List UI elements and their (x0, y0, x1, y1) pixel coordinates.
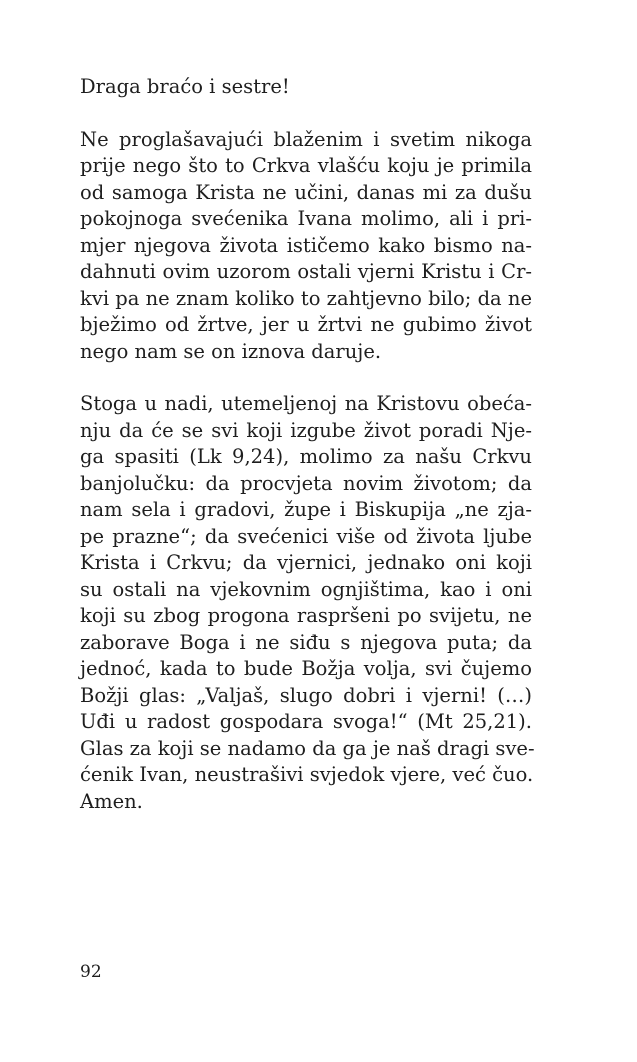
text-line: Krista i Crkvu; da vjernici, jednako oni koji (80, 551, 532, 574)
text-line: kvi pa ne znam koliko to zahtjevno bilo; da ne (80, 286, 532, 310)
text-line: pe prazne“; da svećenici više od života ljube (80, 524, 532, 548)
text-line: nam sela i gradovi, župe i Biskupija „ne zja- (80, 498, 532, 521)
text-line: ga spasiti (Lk 9,24), molimo za našu Crkvu (80, 445, 532, 468)
text-line: su ostali na vjekovnim ognjištima, kao i oni (80, 577, 532, 601)
text-line: Draga braćo i sestre! (80, 75, 290, 98)
paragraph-spacer (80, 101, 532, 127)
text-line: ćenik Ivan, neustrašivi svjedok vjere, već čuo. (80, 763, 534, 786)
text-line: bježimo od žrtve, jer u žrtvi ne gubimo život (80, 313, 532, 336)
text-line: nego nam se on iznova daruje. (80, 339, 382, 363)
paragraph-spacer (80, 365, 532, 391)
text-line: jednoć, kada to bude Božja volja, svi čujemo (80, 657, 532, 680)
text-line: zaborave Boga i ne siđu s njegova puta; da (80, 630, 532, 654)
text-line: mjer njegova života ističemo kako bismo na- (80, 233, 532, 257)
text-line: banjolučku: da procvjeta novim životom; da (80, 471, 532, 495)
paragraph-2 (80, 391, 535, 815)
text-line: pokojnoga svećenika Ivana molimo, ali i pri- (80, 207, 532, 230)
text-line: nju da će se svi koji izgube život poradi Nje- (80, 418, 532, 442)
paragraph-1 (80, 127, 532, 366)
text-line: Stoga u nadi, utemeljenoj na Kristovu obeća- (80, 392, 532, 415)
text-line: Amen. (80, 789, 143, 813)
text-line: prije nego što to Crkva vlašću koju je primila (80, 154, 532, 177)
text-line: dahnuti ovim uzorom ostali vjerni Kristu i Cr- (80, 260, 532, 283)
text-line: Božji glas: „Valjaš, slugo dobri i vjerni! (…) (80, 683, 532, 707)
text-line: od samoga Krista ne učini, danas mi za dušu (80, 180, 532, 204)
greeting-line (80, 74, 532, 101)
text-line: Ne proglašavajući blaženim i svetim nikoga (80, 127, 532, 151)
page-body-text (80, 74, 535, 815)
text-line: Uđi u radost gospodara svoga!“ (Mt 25,21). (80, 710, 532, 733)
text-line: koji su zbog progona raspršeni po svijetu, ne (80, 604, 532, 627)
page-number: 92 (80, 962, 102, 982)
text-line: Glas za koji se nadamo da ga je naš dragi sve- (80, 736, 535, 760)
